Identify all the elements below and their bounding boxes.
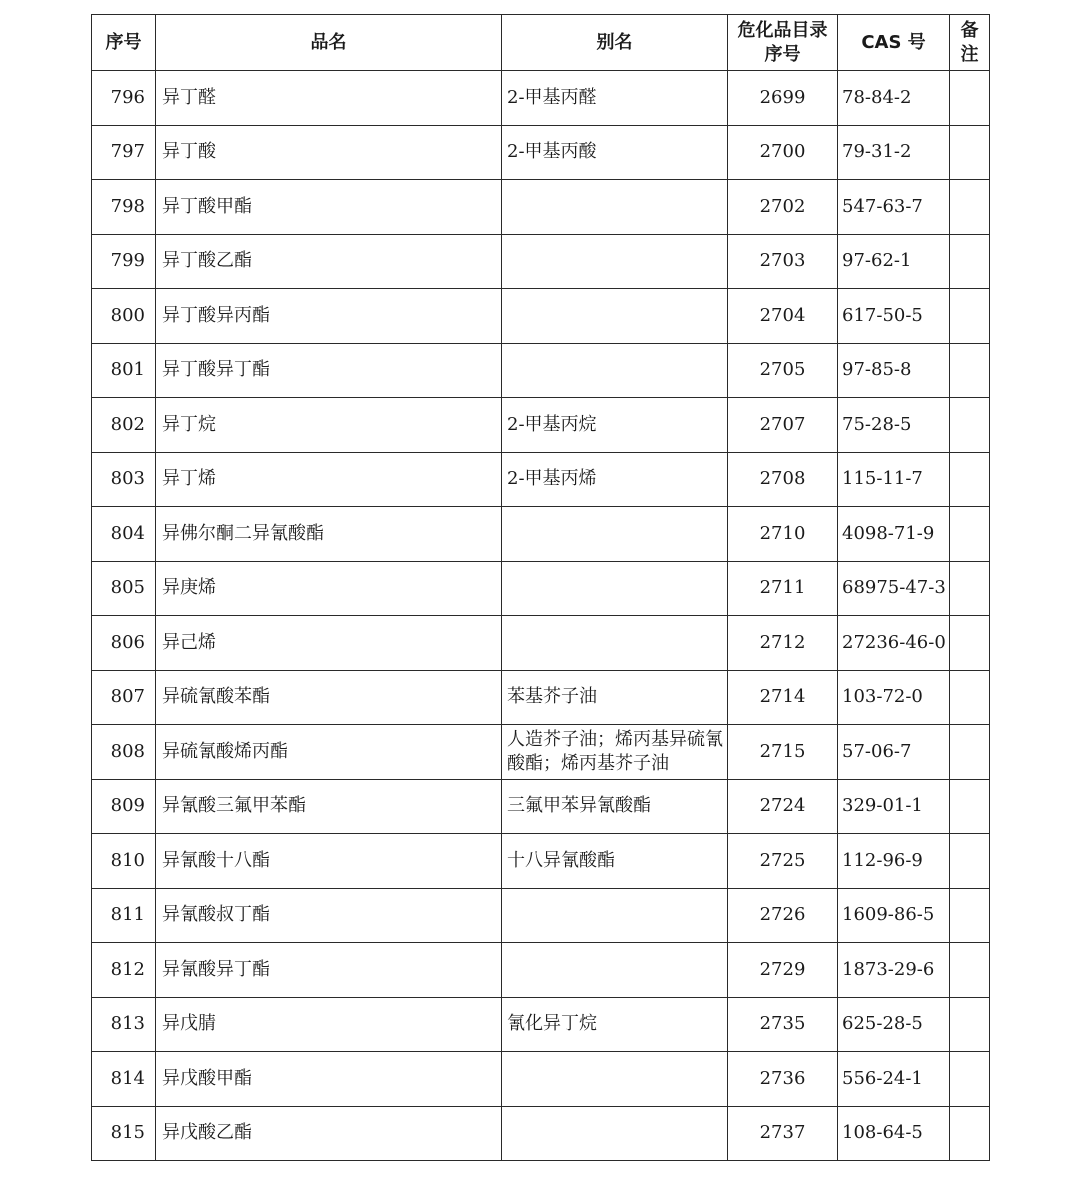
cell-serial-number: 814 xyxy=(92,1052,156,1107)
cell-cas-number: 1873-29-6 xyxy=(838,943,950,998)
cell-product-name: 异氰酸三氟甲苯酯 xyxy=(156,779,502,834)
cell-cas-number: 103-72-0 xyxy=(838,670,950,725)
cell-product-name: 异丁酸 xyxy=(156,125,502,180)
cell-serial-number: 798 xyxy=(92,180,156,235)
header-catalog-number xyxy=(728,15,838,71)
cell-cas-number: 329-01-1 xyxy=(838,779,950,834)
cell-catalog-number: 2726 xyxy=(728,888,838,943)
cell-remark xyxy=(950,997,990,1052)
cell-remark xyxy=(950,125,990,180)
cell-product-name: 异硫氰酸苯酯 xyxy=(156,670,502,725)
cell-serial-number: 803 xyxy=(92,452,156,507)
cell-cas-number: 108-64-5 xyxy=(838,1106,950,1161)
cell-catalog-number: 2712 xyxy=(728,616,838,671)
cell-remark xyxy=(950,616,990,671)
cell-catalog-number: 2714 xyxy=(728,670,838,725)
cell-remark xyxy=(950,507,990,562)
header-remark-line1: 备 xyxy=(960,19,979,41)
cell-product-name: 异戊酸乙酯 xyxy=(156,1106,502,1161)
cell-remark xyxy=(950,343,990,398)
cell-alias xyxy=(502,180,728,235)
cell-serial-number: 799 xyxy=(92,234,156,289)
cell-cas-number: 57-06-7 xyxy=(838,725,950,780)
cell-cas-number: 625-28-5 xyxy=(838,997,950,1052)
cell-alias: 2-甲基丙烷 xyxy=(502,398,728,453)
cell-product-name: 异戊酸甲酯 xyxy=(156,1052,502,1107)
cell-alias xyxy=(502,1106,728,1161)
cell-remark xyxy=(950,943,990,998)
cell-catalog-number: 2699 xyxy=(728,71,838,126)
cell-alias xyxy=(502,561,728,616)
table-row xyxy=(92,888,990,943)
cell-catalog-number: 2707 xyxy=(728,398,838,453)
cell-product-name: 异丁烯 xyxy=(156,452,502,507)
cell-cas-number: 27236-46-0 xyxy=(838,616,950,671)
cell-product-name: 异戊腈 xyxy=(156,997,502,1052)
cell-remark xyxy=(950,670,990,725)
table-row xyxy=(92,670,990,725)
header-catalog-line1: 危化品目录 xyxy=(737,19,828,41)
cell-alias xyxy=(502,888,728,943)
cell-remark xyxy=(950,561,990,616)
cell-catalog-number: 2724 xyxy=(728,779,838,834)
cell-product-name: 异丁酸异丙酯 xyxy=(156,289,502,344)
table-row xyxy=(92,180,990,235)
cell-remark xyxy=(950,779,990,834)
cell-serial-number: 797 xyxy=(92,125,156,180)
cell-remark xyxy=(950,180,990,235)
cell-serial-number: 801 xyxy=(92,343,156,398)
cell-catalog-number: 2737 xyxy=(728,1106,838,1161)
cell-alias: 2-甲基丙烯 xyxy=(502,452,728,507)
cell-serial-number: 808 xyxy=(92,725,156,780)
table-row xyxy=(92,234,990,289)
cell-product-name: 异硫氰酸烯丙酯 xyxy=(156,725,502,780)
cell-product-name: 异佛尔酮二异氰酸酯 xyxy=(156,507,502,562)
cell-serial-number: 807 xyxy=(92,670,156,725)
cell-cas-number: 79-31-2 xyxy=(838,125,950,180)
cell-product-name: 异氰酸叔丁酯 xyxy=(156,888,502,943)
cell-cas-number: 547-63-7 xyxy=(838,180,950,235)
cell-product-name: 异庚烯 xyxy=(156,561,502,616)
cell-alias: 人造芥子油；烯丙基异硫氰酸酯；烯丙基芥子油 xyxy=(502,725,728,780)
cell-cas-number: 97-62-1 xyxy=(838,234,950,289)
cell-product-name: 异氰酸异丁酯 xyxy=(156,943,502,998)
cell-catalog-number: 2702 xyxy=(728,180,838,235)
header-remark-line2: 注 xyxy=(960,43,979,65)
cell-alias xyxy=(502,343,728,398)
chemical-list-table xyxy=(91,14,990,1161)
cell-serial-number: 804 xyxy=(92,507,156,562)
table-row xyxy=(92,507,990,562)
cell-alias: 苯基芥子油 xyxy=(502,670,728,725)
cell-remark xyxy=(950,452,990,507)
cell-alias: 十八异氰酸酯 xyxy=(502,834,728,889)
table-row xyxy=(92,125,990,180)
cell-alias xyxy=(502,289,728,344)
cell-catalog-number: 2729 xyxy=(728,943,838,998)
table-row xyxy=(92,997,990,1052)
cell-catalog-number: 2708 xyxy=(728,452,838,507)
cell-alias xyxy=(502,234,728,289)
cell-cas-number: 556-24-1 xyxy=(838,1052,950,1107)
header-serial-number: 序号 xyxy=(92,15,156,71)
cell-alias xyxy=(502,616,728,671)
header-remark xyxy=(950,15,990,71)
cell-product-name: 异丁酸异丁酯 xyxy=(156,343,502,398)
cell-serial-number: 810 xyxy=(92,834,156,889)
cell-cas-number: 68975-47-3 xyxy=(838,561,950,616)
table-row xyxy=(92,1052,990,1107)
cell-alias xyxy=(502,507,728,562)
table-row xyxy=(92,943,990,998)
cell-product-name: 异丁醛 xyxy=(156,71,502,126)
cell-catalog-number: 2715 xyxy=(728,725,838,780)
table-header xyxy=(92,15,990,71)
cell-alias xyxy=(502,1052,728,1107)
cell-remark xyxy=(950,834,990,889)
table-row xyxy=(92,289,990,344)
cell-catalog-number: 2735 xyxy=(728,997,838,1052)
cell-remark xyxy=(950,234,990,289)
cell-product-name: 异丁酸甲酯 xyxy=(156,180,502,235)
cell-product-name: 异己烯 xyxy=(156,616,502,671)
header-alias: 别名 xyxy=(502,15,728,71)
cell-serial-number: 805 xyxy=(92,561,156,616)
cell-remark xyxy=(950,398,990,453)
cell-remark xyxy=(950,71,990,126)
cell-catalog-number: 2711 xyxy=(728,561,838,616)
table-row xyxy=(92,71,990,126)
cell-serial-number: 809 xyxy=(92,779,156,834)
cell-alias: 氰化异丁烷 xyxy=(502,997,728,1052)
cell-cas-number: 78-84-2 xyxy=(838,71,950,126)
cell-alias: 三氟甲苯异氰酸酯 xyxy=(502,779,728,834)
cell-serial-number: 812 xyxy=(92,943,156,998)
table-row xyxy=(92,561,990,616)
cell-cas-number: 115-11-7 xyxy=(838,452,950,507)
table-row xyxy=(92,343,990,398)
cell-cas-number: 112-96-9 xyxy=(838,834,950,889)
cell-serial-number: 800 xyxy=(92,289,156,344)
table-row xyxy=(92,452,990,507)
table-row xyxy=(92,1106,990,1161)
cell-cas-number: 617-50-5 xyxy=(838,289,950,344)
cell-alias: 2-甲基丙醛 xyxy=(502,71,728,126)
cell-remark xyxy=(950,289,990,344)
cell-catalog-number: 2736 xyxy=(728,1052,838,1107)
table-row xyxy=(92,834,990,889)
table-row xyxy=(92,398,990,453)
cell-serial-number: 811 xyxy=(92,888,156,943)
header-row xyxy=(92,15,990,71)
cell-serial-number: 806 xyxy=(92,616,156,671)
cell-product-name: 异丁烷 xyxy=(156,398,502,453)
cell-cas-number: 1609-86-5 xyxy=(838,888,950,943)
cell-product-name: 异丁酸乙酯 xyxy=(156,234,502,289)
cell-alias xyxy=(502,943,728,998)
cell-serial-number: 813 xyxy=(92,997,156,1052)
table-body xyxy=(92,71,990,1161)
cell-catalog-number: 2700 xyxy=(728,125,838,180)
table-row xyxy=(92,779,990,834)
cell-cas-number: 75-28-5 xyxy=(838,398,950,453)
cell-product-name: 异氰酸十八酯 xyxy=(156,834,502,889)
cell-catalog-number: 2705 xyxy=(728,343,838,398)
table-row xyxy=(92,725,990,780)
header-cas-number: CAS 号 xyxy=(838,15,950,71)
cell-alias: 2-甲基丙酸 xyxy=(502,125,728,180)
cell-cas-number: 4098-71-9 xyxy=(838,507,950,562)
header-product-name: 品名 xyxy=(156,15,502,71)
cell-catalog-number: 2704 xyxy=(728,289,838,344)
cell-cas-number: 97-85-8 xyxy=(838,343,950,398)
cell-serial-number: 815 xyxy=(92,1106,156,1161)
cell-remark xyxy=(950,1052,990,1107)
cell-remark xyxy=(950,725,990,780)
cell-catalog-number: 2725 xyxy=(728,834,838,889)
table-row xyxy=(92,616,990,671)
cell-remark xyxy=(950,888,990,943)
cell-serial-number: 802 xyxy=(92,398,156,453)
cell-catalog-number: 2703 xyxy=(728,234,838,289)
cell-remark xyxy=(950,1106,990,1161)
header-catalog-line2: 序号 xyxy=(764,43,801,65)
cell-serial-number: 796 xyxy=(92,71,156,126)
cell-catalog-number: 2710 xyxy=(728,507,838,562)
